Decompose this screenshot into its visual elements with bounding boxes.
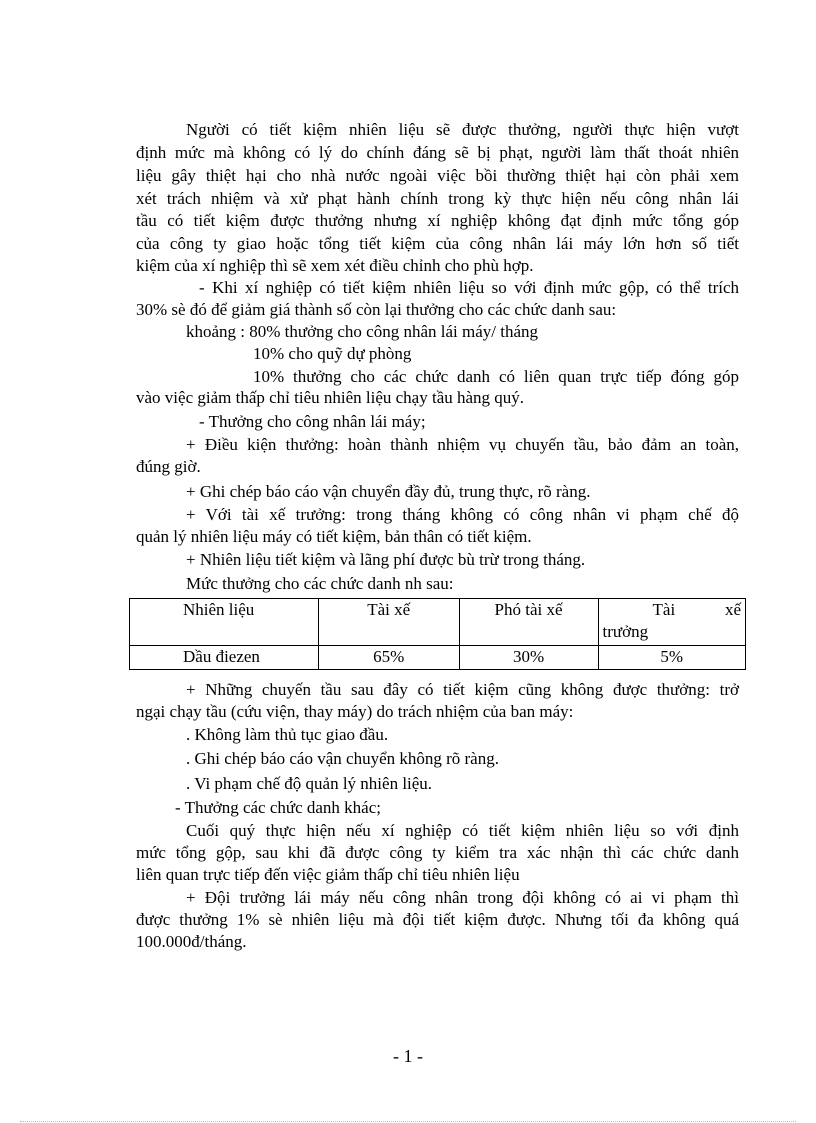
para-1-line-7: kiệm của xí nghiệp thì sẽ xem xét điều chỉnh cho phù hợp. [136, 256, 534, 275]
para-15-line-1: . Vi phạm chế độ quản lý nhiên liệu. [186, 774, 433, 793]
para-1-line-5: tầu có tiết kiệm được thưởng nhưng xí nghiệp không đạt định mức tổng góp [136, 211, 739, 230]
cell-assistant-driver: 30% [459, 646, 598, 670]
para-4-line-1: 10% cho quỹ dự phòng [253, 344, 412, 363]
para-1-line-6: của công ty giao hoặc tổng tiết kiệm của công nhân lái máy lớn hơn số tiết [136, 234, 739, 253]
para-18-line-2: được thưởng 1% sè nhiên liệu mà đội tiết kiệm được. Nhưng tối đa không quá [136, 910, 739, 929]
para-13-line-1: . Không làm thủ tục giao đầu. [186, 725, 389, 744]
para-1-line-1: Người có tiết kiệm nhiên liệu sẽ được thưởng, người thực hiện vượt [186, 120, 739, 139]
page-bottom-divider [20, 1121, 796, 1122]
para-17-line-3: liên quan trực tiếp đến việc giảm thấp chỉ tiêu nhiên liệu [136, 865, 520, 884]
para-2-line-1: - Khi xí nghiệp có tiết kiệm nhiên liệu so với định mức gộp, có thể trích [199, 278, 739, 297]
para-7-line-1: + Điều kiện thưởng: hoàn thành nhiệm vụ chuyến tầu, bảo đảm an toàn, [186, 435, 739, 454]
header-fuel: Nhiên liệu [130, 599, 319, 646]
para-14-line-1: . Ghi chép báo cáo vận chuyển không rõ ràng. [186, 749, 499, 768]
header-chief-driver-word-1: Tài [652, 600, 676, 619]
header-chief-driver-word-3: trưởng [602, 622, 649, 641]
para-1-line-2: định mức mà không có lý do chính đáng sẽ bị phạt, người làm thất thoát nhiên [136, 143, 739, 162]
para-3-line-1: khoảng : 80% thưởng cho công nhân lái máy/ tháng [186, 322, 538, 341]
cell-chief-driver: 5% [598, 646, 745, 670]
para-16-line-1: - Thưởng các chức danh khác; [175, 798, 381, 817]
table-row [130, 646, 746, 670]
table-header-row [130, 599, 746, 646]
para-18-line-3: 100.000đ/tháng. [136, 932, 247, 951]
para-2-line-2: 30% sè đó để giảm giá thành số còn lại thưởng cho các chức danh sau: [136, 300, 617, 319]
para-17-line-2: mức tổng gộp, sau khi đã được công ty kiểm tra xác nhận thì các chức danh [136, 843, 739, 862]
para-1-line-3: liệu gây thiệt hại cho nhà nước ngoài việc bồi thường thiệt hại còn phải xem [136, 166, 739, 185]
para-12-line-1: + Những chuyến tầu sau đây có tiết kiệm cũng không được thưởng: trở [186, 680, 739, 699]
para-11-line-1: Mức thưởng cho các chức danh nh sau: [186, 574, 454, 593]
para-1-line-4: xét trách nhiệm và xử phạt hành chính trong kỳ thực hiện nếu công nhân lái [136, 189, 739, 208]
page-number: - 1 - [393, 1046, 423, 1066]
reward-table [129, 598, 746, 670]
para-5-line-2: vào việc giảm thấp chỉ tiêu nhiên liệu chạy tầu hàng quý. [136, 388, 525, 407]
para-5-line-1: 10% thưởng cho các chức danh có liên quan trực tiếp đóng góp [253, 367, 739, 386]
para-17-line-1: Cuối quý thực hiện nếu xí nghiệp có tiết kiệm nhiên liệu so với định [186, 821, 739, 840]
header-chief-driver [598, 599, 745, 646]
header-assistant-driver: Phó tài xế [459, 599, 598, 646]
header-driver: Tài xế [318, 599, 459, 646]
para-7-line-2: đúng giờ. [136, 457, 201, 476]
para-8-line-1: + Ghi chép báo cáo vận chuyển đầy đủ, trung thực, rõ ràng. [186, 482, 591, 501]
para-9-line-1: + Với tài xế trưởng: trong tháng không có công nhân vi phạm chế độ [186, 505, 739, 524]
para-18-line-1: + Đội trưởng lái máy nếu công nhân trong đội không có ai vi phạm thì [186, 888, 739, 907]
para-9-line-2: quản lý nhiên liệu máy có tiết kiệm, bản thân có tiết kiệm. [136, 527, 532, 546]
para-12-line-2: ngại chạy tầu (cứu viện, thay máy) do trách nhiệm của ban máy: [136, 702, 574, 721]
cell-fuel: Dầu điezen [130, 646, 319, 670]
para-6-line-1: - Thưởng cho công nhân lái máy; [199, 412, 426, 431]
para-10-line-1: + Nhiên liệu tiết kiệm và lãng phí được bù trừ trong tháng. [186, 550, 586, 569]
header-chief-driver-word-2: xế [724, 600, 741, 619]
cell-driver: 65% [318, 646, 459, 670]
